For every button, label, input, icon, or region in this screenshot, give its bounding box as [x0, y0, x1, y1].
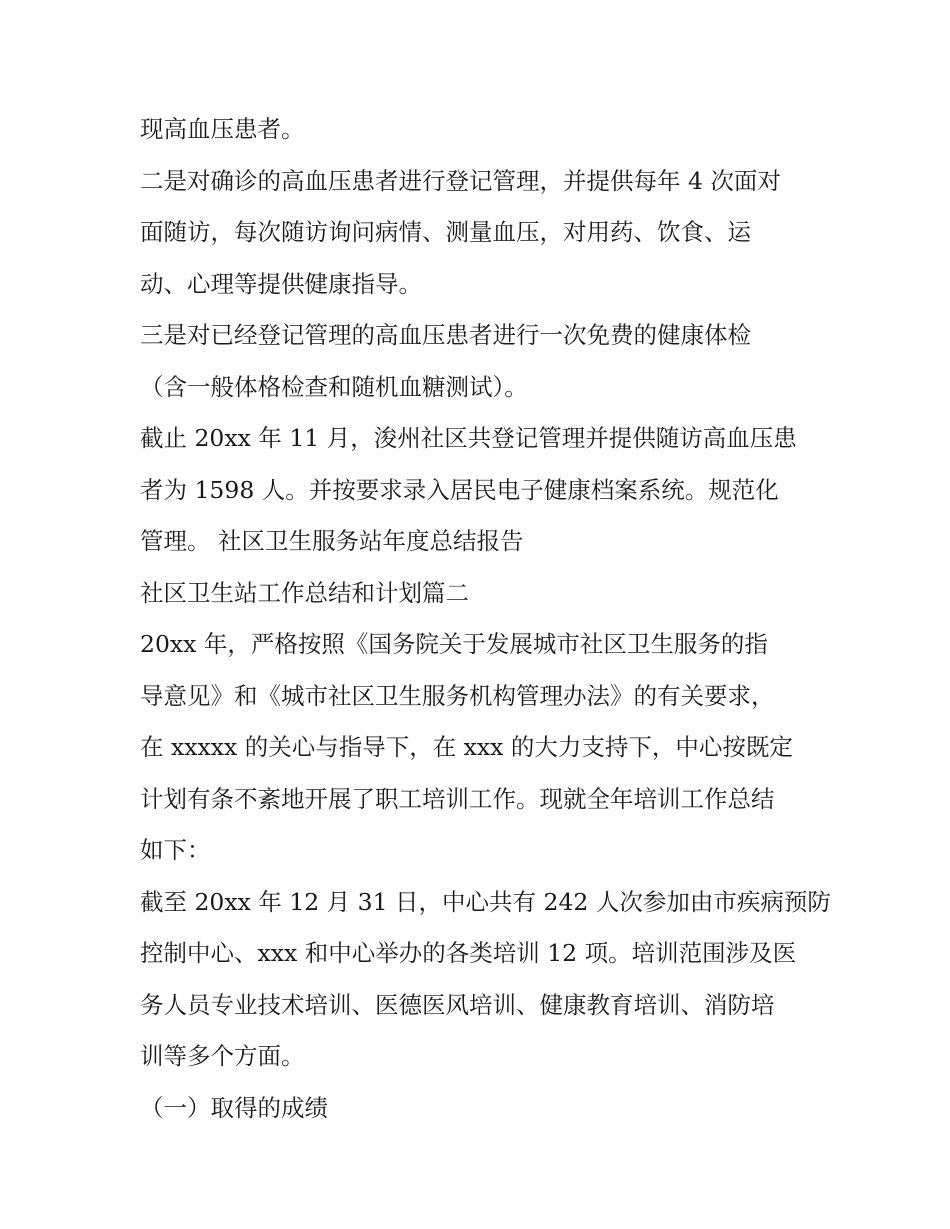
- text-line-17: 控制中心、xxx 和中心举办的各类培训 12 项。培训范围涉及医: [140, 939, 797, 967]
- text-line-9: 管理。 社区卫生服务站年度总结报告: [140, 527, 524, 555]
- text-line-14: 计划有条不紊地开展了职工培训工作。现就全年培训工作总结: [140, 784, 775, 813]
- text-line-11: 20xx 年，严格按照《国务院关于发展城市社区卫生服务的指: [140, 630, 768, 658]
- text-line-15: 如下：: [140, 836, 211, 864]
- text-line-16: 截至 20xx 年 12 月 31 日，中心共有 242 人次参加由市疾病预防: [140, 887, 831, 916]
- text-line-4: 动、心理等提供健康指导。: [140, 269, 422, 298]
- text-line-2: 二是对确诊的高血压患者进行登记管理，并提供每年 4 次面对: [140, 166, 781, 195]
- document-page: [140, 104, 831, 1134]
- text-line-8: 者为 1598 人。并按要求录入居民电子健康档案系统。规范化: [140, 475, 779, 504]
- text-line-1: 现高血压患者。: [140, 115, 305, 143]
- text-line-3: 面随访，每次随访询问病情、测量血压，对用药、饮食、运: [140, 218, 751, 246]
- text-line-18: 务人员专业技术培训、医德医风培训、健康教育培训、消防培: [140, 990, 775, 1019]
- subsection-heading: （一）取得的成绩: [140, 1093, 328, 1122]
- text-line-5: 三是对已经登记管理的高血压患者进行一次免费的健康体检: [140, 321, 751, 349]
- text-line-12: 导意见》和《城市社区卫生服务机构管理办法》的有关要求，: [140, 681, 775, 710]
- text-line-13: 在 xxxxx 的关心与指导下，在 xxx 的大力支持下，中心按既定: [140, 733, 793, 761]
- text-line-19: 训等多个方面。: [140, 1042, 305, 1070]
- text-line-6: （含一般体格检查和随机血糖测试）。: [140, 372, 528, 401]
- section-heading: 社区卫生站工作总结和计划篇二: [140, 578, 469, 607]
- text-line-7: 截止 20xx 年 11 月，浚州社区共登记管理并提供随访高血压患: [140, 424, 797, 452]
